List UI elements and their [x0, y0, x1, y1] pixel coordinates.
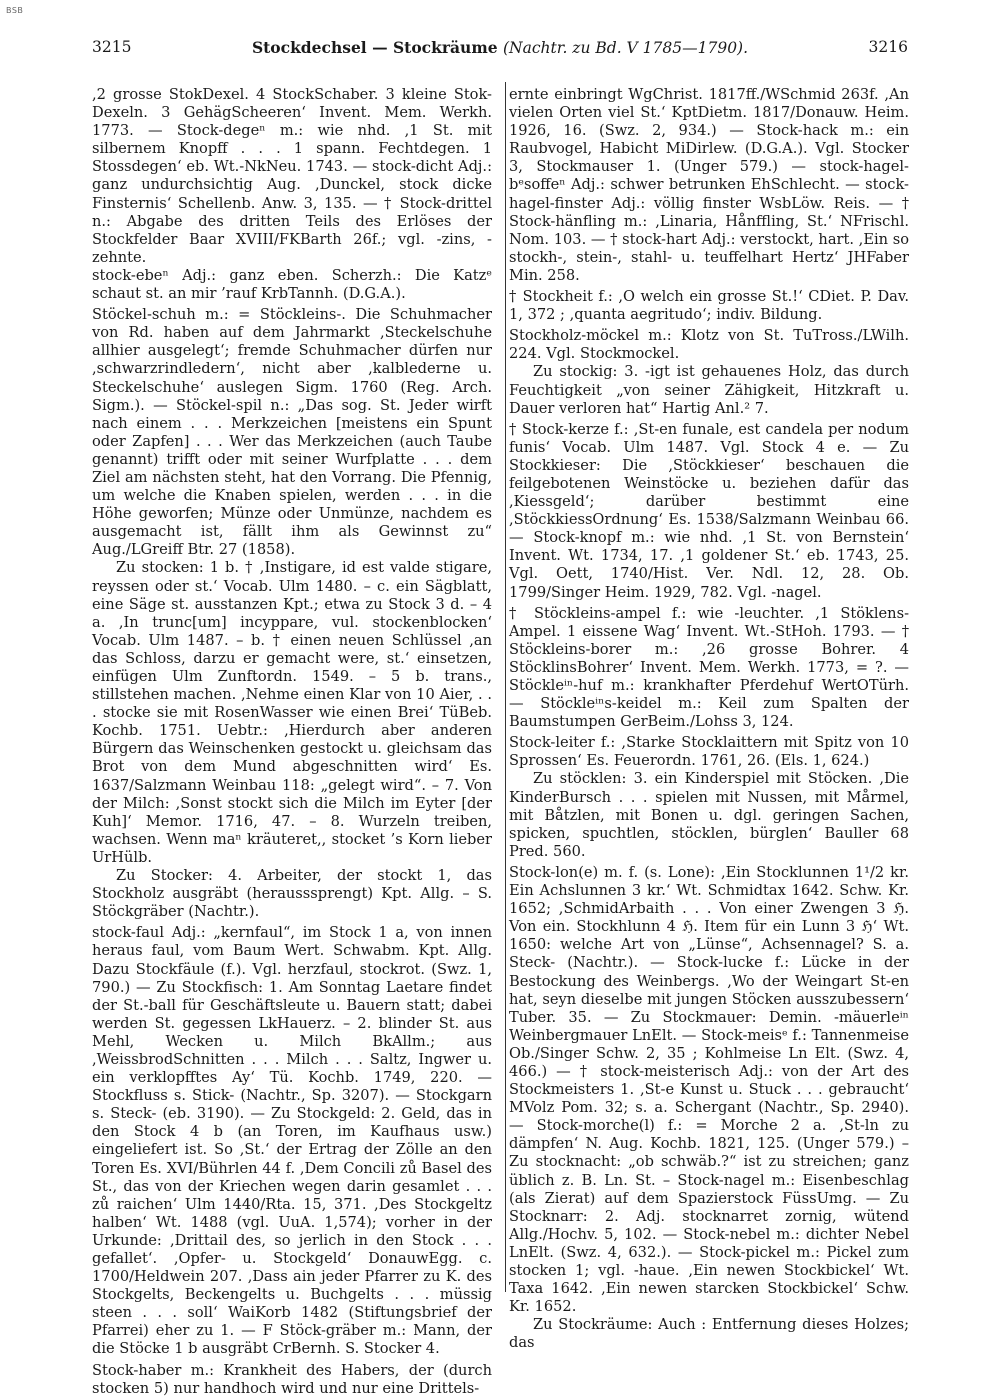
running-title-main: Stockdechsel — Stockräume: [251, 38, 498, 57]
dictionary-paragraph: Zu stockig: 3. -igt ist gehauenes Holz, das durch Feuchtigkeit „von seiner Zähigkeit, Hitzkraft u. Dauer verloren hat“ Hartig Anl.² 7.: [509, 363, 909, 417]
dictionary-paragraph: † Stöckleins-ampel f.: wie -leuchter. ,1 Stöklens-Ampel. 1 eissene Wag‘ Invent. Wt.-StHoh. 1793. — † Stöckleins-borer m.: ,26 grosse Bohrer. 4 StöcklinsBohrer‘ Invent. Mem. Werkh. 1773, = ?. — Stöckleⁱⁿ-huf m.: krankhafter Pferdehuf WertOTürh. — Stöckleⁱⁿs-keidel m.: Keil zum Spalten der Baumstumpen GerBeim./Lohss 3, 124.: [509, 604, 909, 731]
dictionary-paragraph: † Stock-kerze f.: ,St-en funale, est candela per nodum funis‘ Vocab. Ulm 1487. Vgl. Stock 4 e. — Zu Stockkieser: Die ,Stöckkieser‘ beschauen die feilgebotenen Weinstöcke u. beziehen dafür das ,Kiessgeld‘; darüber bestimmt eine ,StöckkiessOrdnung‘ Es. 1538/Salzmann Weinbau 66. — Stock-knopf m.: wie nhd. ,1 St. von Bernstein‘ Invent. Wt. 1734, 17. ,1 goldener St.‘ eb. 1743, 25. Vgl. Oett, 1740/Hist. Ver. Ndl. 12, 28. Ob. 1799/Singer Heim. 1929, 782. Vgl. -nagel.: [509, 420, 909, 601]
dictionary-paragraph: Stock-lon(e) m. f. (s. Lone): ,Ein Stocklunnen 1¹/2 kr. Ein Achslunnen 3 kr.‘ Wt. Schmidtax 1642. Schw. Kr. 1652; ,SchmidArbaith . . . Von einer Zwengen 3 ℌ. Von ein. Stockhlunn 4 ℌ. Item für ein Lunn 3 ℌ‘ Wt. 1650: welche Art von „Lünse“, Achsennagel? S. a. Steck- (Nachtr.). — Stock-lucke f.: Lücke in der Bestockung des Weinbergs. ,Wo der Weingart St-en hat, seyn dieselbe mit jungen Stöcken ausszubessern‘ Tuber. 35. — Zu Stockmauer: Demin. -mäuerleⁱⁿ Weinbergmauer LnElt. — Stock-meisᵉ f.: Tannenmeise Ob./Singer Schw. 2, 35 ; Kohlmeise Ln Elt. (Swz. 4, 466.) — † stock-meisterisch Adj.: von der Art des Stockmeisters 1. ,St-e Kunst u. Stuck . . . gebraucht‘ MVolz Pom. 32; s. a. Schergant (Nachtr., Sp. 2940). — Stock-morche(l) f.: = Morche 2 a. ,St-ln zu dämpfen‘ N. Aug. Kochb. 1821, 125. (Unger 579.) – Zu stocknacht: „ob schwäb.?“ ist zu streichen; ganz üblich z. B. Ln. St. – Stock-nagel m.: Eisenbeschlag (als Zierat) auf dem Spazierstock FüssUmg. — Zu Stocknarr: 2. Adj. stocknarret zornig, wütend Allg./Hochv. 5, 102. — Stock-nebel m.: dichter Nebel LnElt. (Swz. 4, 632.). — Stock-pickel m.: Pickel zum stocken 1; vgl. -haue. ,Ein newen Stockbickel‘ Wt. Taxa 1642. ,Ein newen starcken Stockbickel‘ Schw. Kr. 1652.: [509, 863, 909, 1316]
dictionary-paragraph: Zu stocken: 1 b. † ,Instigare, id est valde stigare, reyssen oder st.‘ Vocab. Ulm 1480. – c. ein Sägblatt, eine Säge st. ausstanzen Kpt.; etwa zu Stock 3 d. – 4 a. ,In trunc[um] incyppare, vul. stockenblocken‘ Vocab. Ulm 1487. – b. † einen neuen Schlüssel ,an das Schloss, darzu er gemacht were, st.‘ einsetzen, einfügen Ulm Zunftordn. 1549. – 5 b. trans., stillstehen machen. ,Nehme einen Klar von 10 Aier, . . . stocke sie mit RosenWasser wie einen Brei‘ TüBeb. Kochb. 1751. Uebtr.: ,Hierdurch aber anderen Bürgern das Weinschenken gestockt u. gleichsam das Brot von dem Mund abgeschnitten wird‘ Es. 1637/Salzmann Weinbau 118: „gelegt wird“. – 7. Von der Milch: ,Sonst stockt sich die Milch im Eyter [der Kuh]‘ Memor. 1716, 47. – 8. Wurzeln treiben, wachsen. Wenn maⁿ kräuteret,, stocket ’s Korn lieber UrHülb.: [92, 559, 492, 866]
page-number-right: 3216: [868, 38, 908, 56]
library-stamp: BSB: [6, 6, 24, 15]
dictionary-paragraph: Zu stöcklen: 3. ein Kinderspiel mit Stöcken. ,Die KinderBursch . . . spielen mit Nussen, mit Mårmel, mit Båtzlen, mit Bonen u. dgl. geringen Sachen, spicken, spuchtlen, stöcklen, bürglen‘ Bauller 68 Pred. 560.: [509, 770, 909, 860]
left-column: [92, 86, 492, 1398]
dictionary-paragraph: stock-faul Adj.: „kernfaul“, im Stock 1 a, von innen heraus faul, vom Baum Wert. Schwabm. Kpt. Allg. Dazu Stockfäule (f.). Vgl. herzfaul, stockrot. (Swz. 1, 790.) — Zu Stockfisch: 1. Am Sonntag Laetare findet der St.-ball für Geschäftsleute u. Bauern statt; dabei werden St. gegessen LkHauerz. – 2. blinder St. aus Mehl, Wecken u. Milch BkAllm.; aus ,WeissbrodSchnitten . . . Milch . . . Saltz, Ingwer u. ein verklopfftes Ay‘ Tü. Kochb. 1749, 220. — Stockfluss s. Stick- (Nachtr., Sp. 3207). — Stockgarn s. Steck- (eb. 3190). — Zu Stockgeld: 2. Geld, das in den Stock 4 b (an Toren, im Kaufhaus usw.) eingeliefert ist. So ,St.‘ der Ertrag der Zölle an den Toren Es. XVI/Bührlen 44 f. ,Dem Concili zů Basel des St., das von der Kriechen wegen darin gesamlet . . . zů raichen‘ Ulm 1440/Rta. 15, 371. ,Des Stockgeltz halben‘ Wt. 1488 (vgl. UuA. 1,574); vorher in der Urkunde: ,Drittail des, so jerlich in den Stock . . . gefallet‘. ,Opfer- u. Stockgeld‘ DonauwEgg. c. 1700/Heldwein 207. ,Dass ain jeder Pfarrer zu K. des Stockgelts, Beckengelts u. Buchgelts . . . müssig steen . . . soll‘ WaiKorb 1482 (Stiftungsbrief der Pfarrei) eher zu 1. — F Stöck-gräber m.: Mann, der die Stöcke 1 b ausgräbt CrBernh. S. Stocker 4.: [92, 924, 492, 1358]
dictionary-paragraph: Zu Stocker: 4. Arbeiter, der stockt 1, das Stockholz ausgräbt (herausssprengt) Kpt. Allg. – S. Stöckgräber (Nachtr.).: [92, 867, 492, 921]
dictionary-paragraph: Stöckel-schuh m.: = Stöckleins-. Die Schuhmacher von Rd. haben auf dem Jahrmarkt ,Steckelschuhe allhier ausgelegt‘; fremde Schuhmacher dürfen nur ,schwarzrindledern‘, nicht aber ,kalblederne u. Steckelschuhe‘ auslegen Sigm. 1760 (Reg. Arch. Sigm.). — Stöckel-spil n.: „Das sog. St. Jeder wirft nach einem . . . Merkzeichen [meistens ein Spunt oder Zapfen] . . . Wer das Merkzeichen (auch Taube genannt) trifft oder mit seiner Wurfplatte . . . dem Ziel am nächsten steht, hat den Vorrang. Die Pfennig, um welche die Knaben spielen, werden . . . in die Höhe geworfen; Münze oder Unmünze, nachdem es ausgemacht ist, fällt ihm als Gewinnst zu“ Aug./LGreiff Btr. 27 (1858).: [92, 306, 492, 559]
dictionary-paragraph: † Stockheit f.: ,O welch ein grosse St.!‘ CDiet. P. Dav. 1, 372 ; ,quanta aegritudo‘; indiv. Bildung.: [509, 288, 909, 324]
dictionary-paragraph: stock-ebeⁿ Adj.: ganz eben. Scherzh.: Die Katzᵉ schaut st. an mir ’rauf KrbTannh. (D.G.A.).: [92, 266, 492, 303]
dictionary-paragraph: ernte einbringt WgChrist. 1817ff./WSchmid 263f. ,An vielen Orten viel St.‘ KptDietm. 1817/Donauw. Heim. 1926, 16. (Swz. 2, 934.) — Stock-hack m.: ein Raubvogel, Habicht MiDirlew. (D.G.A.). Vgl. Stocker 3, Stockmauser 1. (Unger 579.) — stock-hagel-bᵉsoffeⁿ Adj.: schwer betrunken EhSchlecht. — stock-hagel-finster Adj.: völlig finster WsbLöw. Reis. — † Stock-hänfling m.: ,Linaria, Hånffling, St.‘ NFrischl. Nom. 103. — † stock-hart Adj.: verstockt, hart. ,Ein so stockh-, stein-, stahl- u. teuffelhart Hertz‘ JHFaber Min. 258.: [509, 86, 909, 284]
dictionary-paragraph: Stock-leiter f.: ,Starke Stocklaittern mit Spitz von 10 Sprossen‘ Es. Feuerordn. 1761, 26. (Els. 1, 624.): [509, 734, 909, 770]
running-title: [92, 38, 908, 57]
dictionary-paragraph: ,2 grosse StokDexel. 4 StockSchaber. 3 kleine Stok-Dexeln. 3 GehägScheeren‘ Invent. Mem. Werkh. 1773. — Stock-degeⁿ m.: wie nhd. ,1 St. mit silbernem Knopff . . . 1 spann. Fechtdegen. 1 Stossdegen‘ eb. Wt.-NkNeu. 1743. — stock-dicht Adj.: ganz undurchsichtig Aug. ,Dunckel, stock dicke Finsternis‘ Schellenb. Anw. 3, 135. — † Stock-drittel n.: Abgabe des dritten Teils des Erlöses der Stockfelder Baar XVIII/FKBarth 26f.; vgl. -zins, -zehnte.: [92, 86, 492, 266]
dictionary-paragraph: Stockholz-möckel m.: Klotz von St. TuTross./LWilh. 224. Vgl. Stockmockel.: [509, 327, 909, 363]
dictionary-paragraph: Stock-haber m.: Krankheit des Habers, der (durch stocken 5) nur handhoch wird und nur eine Drittels-: [92, 1361, 492, 1397]
column-divider: [505, 82, 506, 1292]
page-number-left: 3215: [92, 38, 132, 56]
dictionary-paragraph: Zu Stockräume: Auch : Entfernung dieses Holzes; das: [509, 1316, 909, 1352]
page-header: [92, 38, 908, 64]
right-column: [509, 86, 909, 1352]
running-title-note: (Nachtr. zu Bd. V 1785—1790).: [503, 39, 749, 57]
